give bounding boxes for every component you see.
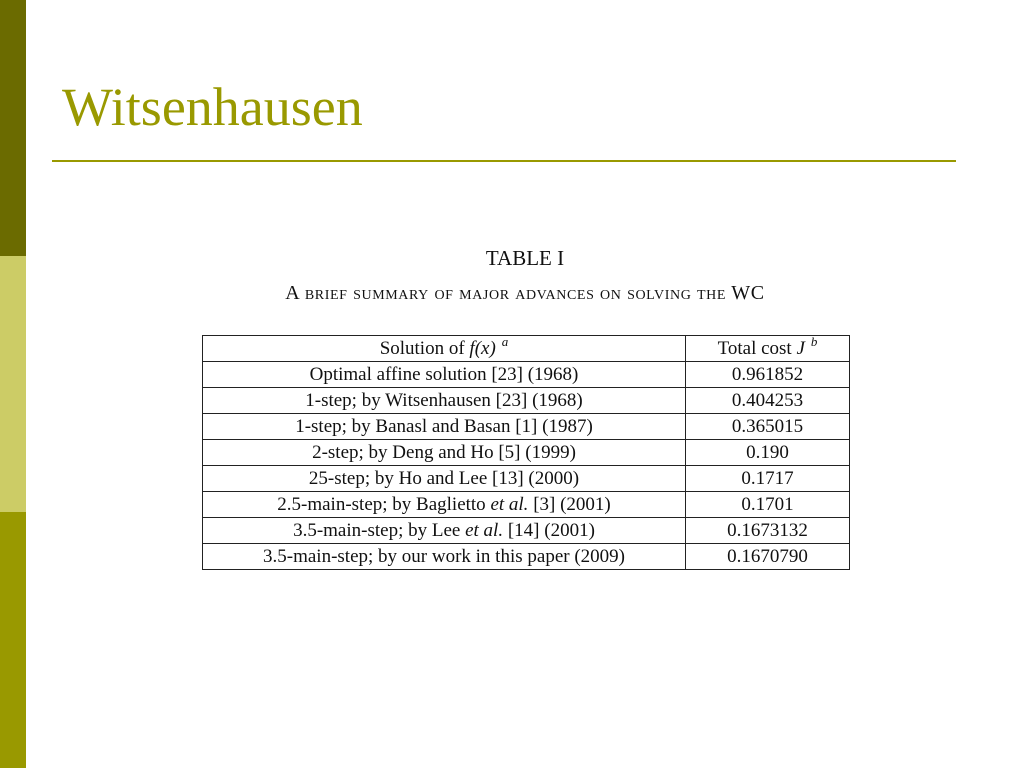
summary-table (202, 335, 850, 570)
table-row (203, 466, 850, 492)
solution-cell: Optimal affine solution [23] (1968) (203, 362, 686, 388)
solution-et-al: et al. (465, 520, 504, 541)
summary-table-container (202, 335, 850, 570)
table-row (203, 388, 850, 414)
table-row (203, 362, 850, 388)
table-row (203, 492, 850, 518)
cost-cell: 0.1673132 (686, 518, 850, 544)
table-caption: A brief summary of major advances on solving the WC (285, 282, 765, 304)
solution-text: [3] (2001) (528, 494, 611, 515)
header-cost-label: Total cost (717, 338, 797, 359)
header-solution-math: f(x) (469, 338, 496, 359)
solution-et-al: et al. (490, 494, 529, 515)
header-cost-math: J (796, 338, 805, 359)
title-divider (52, 160, 956, 162)
cost-cell: 0.404253 (686, 388, 850, 414)
table-row (203, 544, 850, 570)
solution-cell: 2-step; by Deng and Ho [5] (1999) (203, 440, 686, 466)
side-bar-top (0, 0, 26, 256)
solution-text: 2.5-main-step; by Baglietto (277, 494, 491, 515)
solution-cell (203, 492, 686, 518)
cost-cell: 0.190 (686, 440, 850, 466)
table-header-row (203, 336, 850, 362)
table-row (203, 518, 850, 544)
header-cost-note: b (810, 334, 818, 349)
table-row (203, 440, 850, 466)
header-solution (203, 336, 686, 362)
table-row (203, 414, 850, 440)
solution-cell: 25-step; by Ho and Lee [13] (2000) (203, 466, 686, 492)
cost-cell: 0.1670790 (686, 544, 850, 570)
side-bar-middle (0, 256, 26, 512)
header-solution-label: Solution of (379, 338, 470, 359)
solution-cell: 1-step; by Witsenhausen [23] (1968) (203, 388, 686, 414)
cost-cell: 0.1701 (686, 492, 850, 518)
cost-cell: 0.365015 (686, 414, 850, 440)
header-solution-note: a (501, 334, 509, 349)
solution-cell: 3.5-main-step; by our work in this paper (2009) (203, 544, 686, 570)
solution-text: 3.5-main-step; by Lee (293, 520, 466, 541)
side-bar-bottom (0, 512, 26, 768)
table-number: TABLE I (485, 246, 565, 270)
slide-title: Witsenhausen (62, 77, 363, 137)
header-cost (686, 336, 850, 362)
cost-cell: 0.961852 (686, 362, 850, 388)
solution-cell: 1-step; by Banasl and Basan [1] (1987) (203, 414, 686, 440)
cost-cell: 0.1717 (686, 466, 850, 492)
solution-text: [14] (2001) (503, 520, 595, 541)
solution-cell (203, 518, 686, 544)
